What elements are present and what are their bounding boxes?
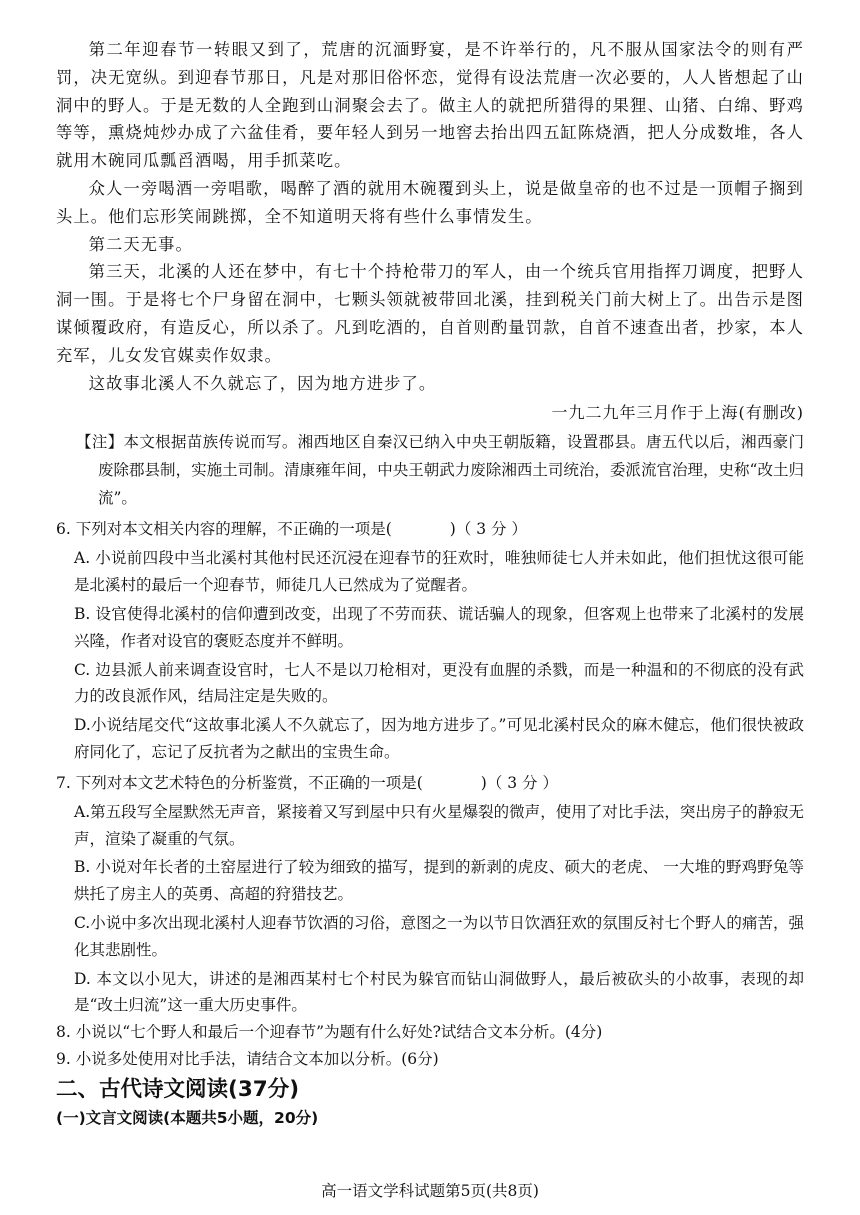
story-paragraph-2: 众人一旁喝酒一旁唱歌，喝醉了酒的就用木碗覆到头上，说是做皇帝的也不过是一顶帽子搁到头上。他们忘形笑闹跳掷，全不知道明天将有些什么事情发生。 [56,178,804,226]
story-paragraph-1: 第二年迎春节一转眼又到了，荒唐的沉湎野宴，是不许举行的，凡不服从国家法令的则有严罚，决无宽纵。到迎春节那日，凡是对那旧俗怀恋，觉得有设法荒唐一次必要的，人人皆想起了山洞中的野人。于是无数的人全跑到山洞聚会去了。做主人的就把所猎得的果狸、山猪、白绵、野鸡等等，熏烧炖炒办成了六盆佳肴，要年轻人到另一地窖去抬出四五缸陈烧酒，把人分成数堆，各人就用木碗同瓜瓢舀酒喝，用手抓菜吃。 [56,40,804,171]
section-title: 二、古代诗文阅读(37分) [56,1077,300,1103]
question-6-option-d: D.小说结尾交代“这故事北溪人不久就忘了，因为地方进步了。”可见北溪村民众的麻木健忘，他们很快被政府同化了，忘记了反抗者为之献出的宝贵生命。 [74,716,804,761]
story-signature: 一九二九年三月作于上海(有删改) [551,403,804,423]
question-7-option-a: A.第五段写全屋默然无声音，紧接着又写到屋中只有火星爆裂的微声，使用了对比手法，突出房子的静寂无声，渲染了凝重的气氛。 [74,802,804,848]
question-7-stem [56,770,804,797]
question-6-option-b: B. 设官使得北溪村的信仰遭到改变，出现了不劳而获、谎话骗人的现象，但客观上也带来了北溪村的发展兴隆，作者对设官的褒贬态度并不鲜明。 [74,604,804,650]
question-6-score: )（ 3 分 ） [449,520,527,539]
question-7-stem-text: 7. 下列对本文艺术特色的分析鉴赏，不正确的一项是( [56,773,423,792]
question-6-option-a: A. 小说前四段中当北溪村其他村民还沉浸在迎春节的狂欢时，唯独师徒七人并未如此，他们担忧这很可能是北溪村的最后一个迎春节，师徒几人已然成为了觉醒者。 [74,549,804,595]
question-6-option-c: C. 边县派人前来调查设官时，七人不是以刀枪相对，更没有血腥的杀戮，而是一种温和的不彻底的没有武力的改良派作风，结局注定是失败的。 [74,660,804,706]
story-paragraph-3: 第二天无事。 [88,234,193,254]
question-8: 8. 小说以“七个野人和最后一个迎春节”为题有什么好处?试结合文本分析。(4分) [56,1023,603,1042]
question-6-stem-text: 6. 下列对本文相关内容的理解，不正确的一项是( [56,520,392,539]
subsection-title: (一)文言文阅读(本题共5小题，20分) [56,1109,319,1128]
story-paragraph-4: 第三天，北溪的人还在梦中，有七十个持枪带刀的军人，由一个统兵官用指挥刀调度，把野人洞一围。于是将七个尸身留在洞中，七颗头领就被带回北溪，挂到税关门前大树上了。出告示是图谋倾覆政府，有造反心，所以杀了。凡到吃酒的，自首则酌量罚款，自首不速查出者，抄家，本人充军，儿女发官媒卖作奴隶。 [56,262,804,365]
question-7-option-d: D. 本文以小见大，讲述的是湘西某村七个村民为躲官而钻山洞做野人，最后被砍头的小故事，表现的却是“改土归流”这一重大历史事件。 [74,969,804,1015]
question-7-option-c: C.小说中多次出现北溪村人迎春节饮酒的习俗，意图之一为以节日饮酒狂欢的氛围反衬七个野人的痛苦，强化其悲剧性。 [74,913,804,959]
question-7-score: )（ 3 分 ） [480,773,558,792]
question-6-stem [56,516,804,543]
page-footer: 高一语文学科试题第5页(共8页) [321,1182,539,1200]
exam-page [56,36,804,1131]
question-9: 9. 小说多处使用对比手法，请结合文本加以分析。(6分) [56,1050,439,1069]
story-note: 【注】本文根据苗族传说而写。湘西地区自秦汉已纳入中央王朝版籍，设置郡县。唐五代以后，湘西豪门废除郡县制，实施土司制。清康雍年间，中央王朝武力废除湘西土司统治，委派流官治理，史称“改土归流”。 [76,433,804,508]
question-7-option-b: B. 小说对年长者的土窑屋进行了较为细致的描写，提到的新剥的虎皮、硕大的老虎、 一大堆的野鸡野兔等烘托了房主人的英勇、高超的狩猎技艺。 [74,858,804,904]
story-paragraph-5: 这故事北溪人不久就忘了，因为地方进步了。 [88,373,437,393]
